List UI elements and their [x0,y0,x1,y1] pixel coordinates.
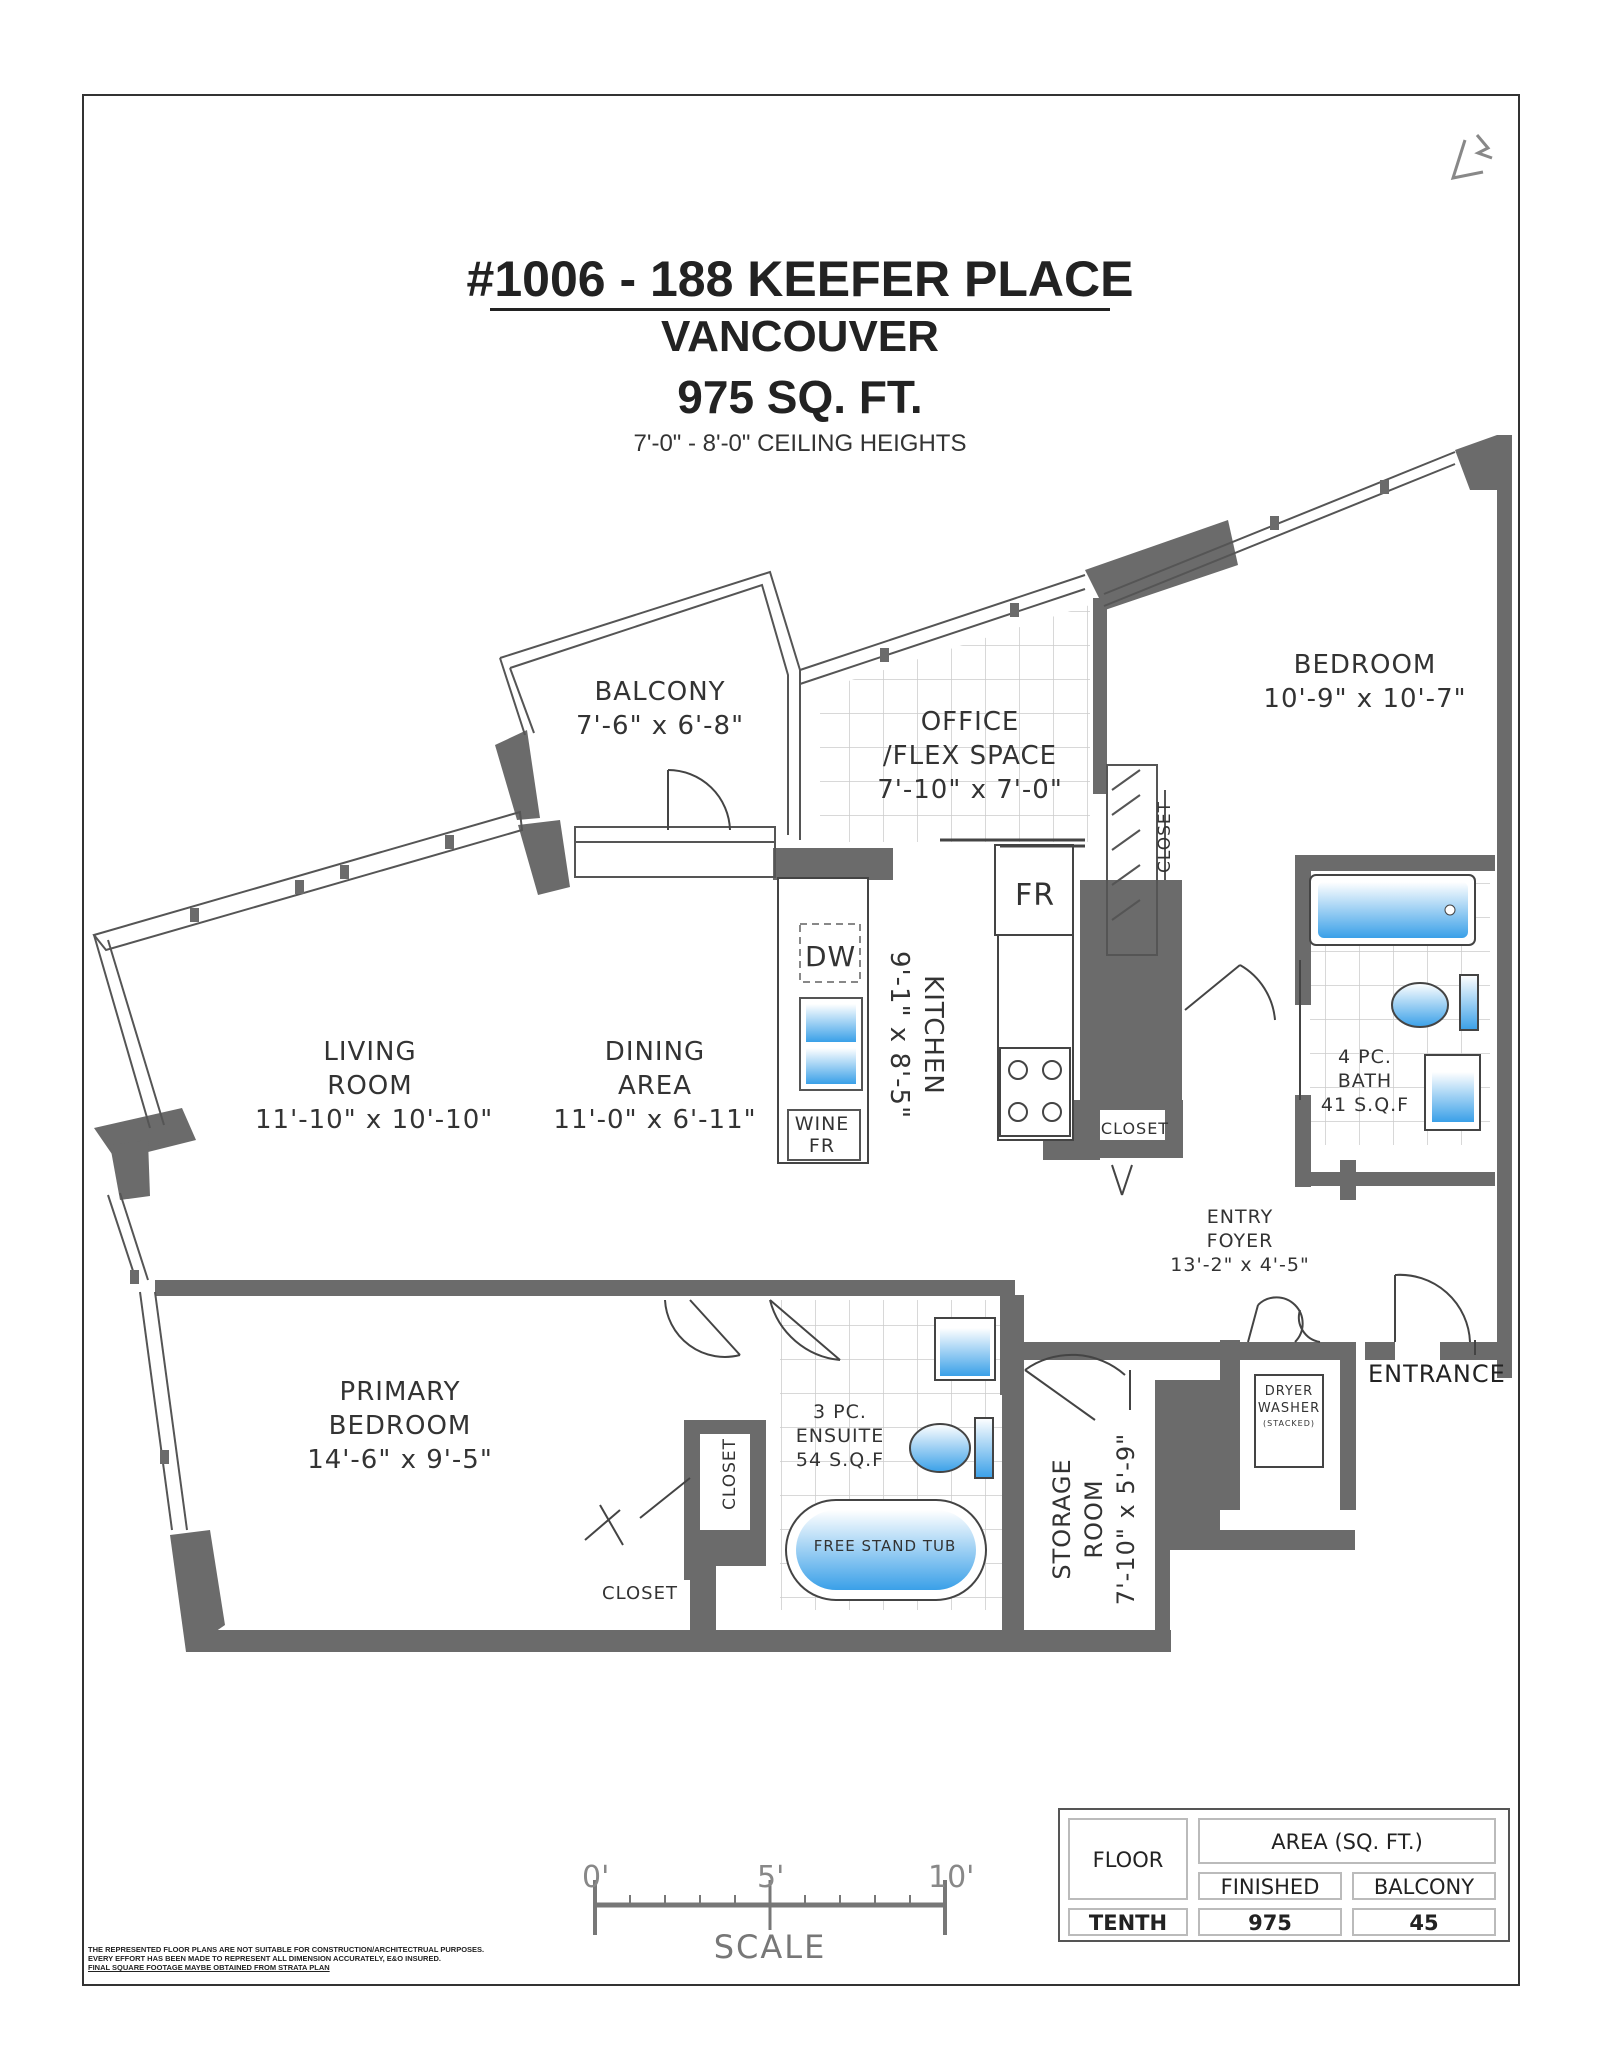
entry-dims: 13'-2" x 4'-5" [1170,1254,1310,1276]
storage-dims: 7'-10" x 5'-9" [1112,1432,1140,1606]
bedroom-door-swing [1185,965,1275,1020]
storage-name: STORAGE [1048,1458,1076,1580]
dining-label [545,1035,765,1137]
bath-area: 41 S.Q.F [1320,1094,1410,1116]
kitchen-label [880,935,950,1135]
living-label [255,1035,494,1137]
office-dims: 7'-10" x 7'-0" [877,775,1063,805]
office-name-2: /FLEX SPACE [882,741,1058,771]
primary-name: PRIMARY [339,1377,461,1407]
bathtub [1310,875,1475,945]
page-title: #1006 - 188 KEEFER PLACE [466,251,1134,307]
laundry-label [1255,1383,1323,1431]
dining-dims: 11'-0" x 6'-11" [553,1105,757,1135]
balcony-name: BALCONY [594,677,726,707]
entry-label [1150,1205,1330,1277]
living-dims: 11'-10" x 10'-10" [255,1105,494,1135]
window-mullions [130,480,1389,1464]
kitchen-dims: 9'-1" x 8'-5" [884,950,914,1120]
area-label: 975 SQ. FT. [677,371,923,423]
living-name: LIVING [323,1037,417,1067]
dining-name: DINING [604,1037,706,1067]
scale-label-10: 10' [928,1860,975,1895]
scale-label-5: 5' [757,1860,785,1895]
storage-label [1046,1399,1140,1639]
entrance-label: ENTRANCE [1368,1360,1506,1388]
living-name-2: ROOM [327,1071,413,1101]
bath-name: 4 PC. [1338,1046,1392,1068]
kitchen-name: KITCHEN [918,975,948,1095]
area-legend-table [1058,1808,1510,1942]
fridge-label: FR [1014,878,1056,913]
wine-fridge-name-2: FR [808,1135,836,1157]
bedroom-dims: 10'-9" x 10'-7" [1263,684,1467,714]
north-arrow-icon [1453,135,1492,178]
dining-name-2: AREA [617,1071,693,1101]
bedroom-closet-label: CLOSET [1155,800,1175,874]
primary-dims: 14'-6" x 9'-5" [307,1445,493,1475]
ensuite-area: 54 S.Q.F [795,1449,885,1471]
legend-finished-header: FINISHED [1198,1872,1342,1900]
ceiling-heights: 7'-0" - 8'-0" CEILING HEIGHTS [633,430,967,457]
dishwasher-label: DW [805,940,857,973]
ensuite-shower [935,1318,995,1380]
wine-fridge-label [786,1113,858,1157]
legend-floor-value: TENTH [1068,1908,1188,1936]
office-name: OFFICE [920,707,1020,737]
balcony-label [560,675,760,743]
bedroom-name: BEDROOM [1293,650,1437,680]
bedroom-label [1240,648,1490,716]
legend-balcony-header: BALCONY [1352,1872,1496,1900]
office-label [855,705,1085,807]
disclaimer [88,1945,508,1972]
entry-name-2: FOYER [1206,1230,1274,1252]
tub-label: FREE STAND TUB [813,1537,957,1555]
bath-sink [1425,1055,1480,1130]
legend-balcony-value: 45 [1352,1908,1496,1936]
washer-label: WASHER [1257,1401,1321,1416]
city-label: VANCOUVER [661,312,939,361]
primary-closet-label: CLOSET [720,1437,740,1511]
primary-name-2: BEDROOM [328,1411,472,1441]
legend-floor-header: FLOOR [1068,1818,1188,1900]
ensuite-name: 3 PC. [813,1401,867,1423]
disclaimer-line-1: THE REPRESENTED FLOOR PLANS ARE NOT SUITABLE FOR CONSTRUCTION/ARCHITECTRUAL PURPOSES. [88,1945,485,1954]
exterior-window-lines [94,452,1455,1530]
ensuite-label [780,1400,900,1472]
ensuite-name-2: ENSUITE [795,1425,885,1447]
foyer-closet-label: CLOSET [1100,1119,1170,1138]
stacked-label: (STACKED) [1263,1419,1315,1428]
entry-name: ENTRY [1206,1206,1274,1228]
office-sliding-door [940,840,1085,846]
walkin-closet-label: CLOSET [602,1583,678,1604]
scale-title: SCALE [713,1928,827,1966]
bath-label [1315,1045,1415,1117]
balcony-door-swing [668,770,730,830]
dryer-label: DRYER [1264,1384,1314,1399]
legend-area-header: AREA (SQ. FT.) [1198,1818,1496,1864]
disclaimer-line-2: EVERY EFFORT HAS BEEN MADE TO REPRESENT ALL DIMENSION ACCURATELY, E&O INSURED. [88,1954,441,1963]
balcony-dims: 7'-6" x 6'-8" [575,711,745,741]
wine-fridge-name: WINE [794,1113,850,1135]
storage-name-2: ROOM [1080,1479,1108,1559]
disclaimer-line-3: FINAL SQUARE FOOTAGE MAYBE OBTAINED FROM STRATA PLAN [88,1963,330,1972]
primary-bedroom-label [260,1375,540,1477]
bath-name-2: BATH [1337,1070,1393,1092]
legend-finished-value: 975 [1198,1908,1342,1936]
scale-label-0: 0' [582,1860,610,1895]
